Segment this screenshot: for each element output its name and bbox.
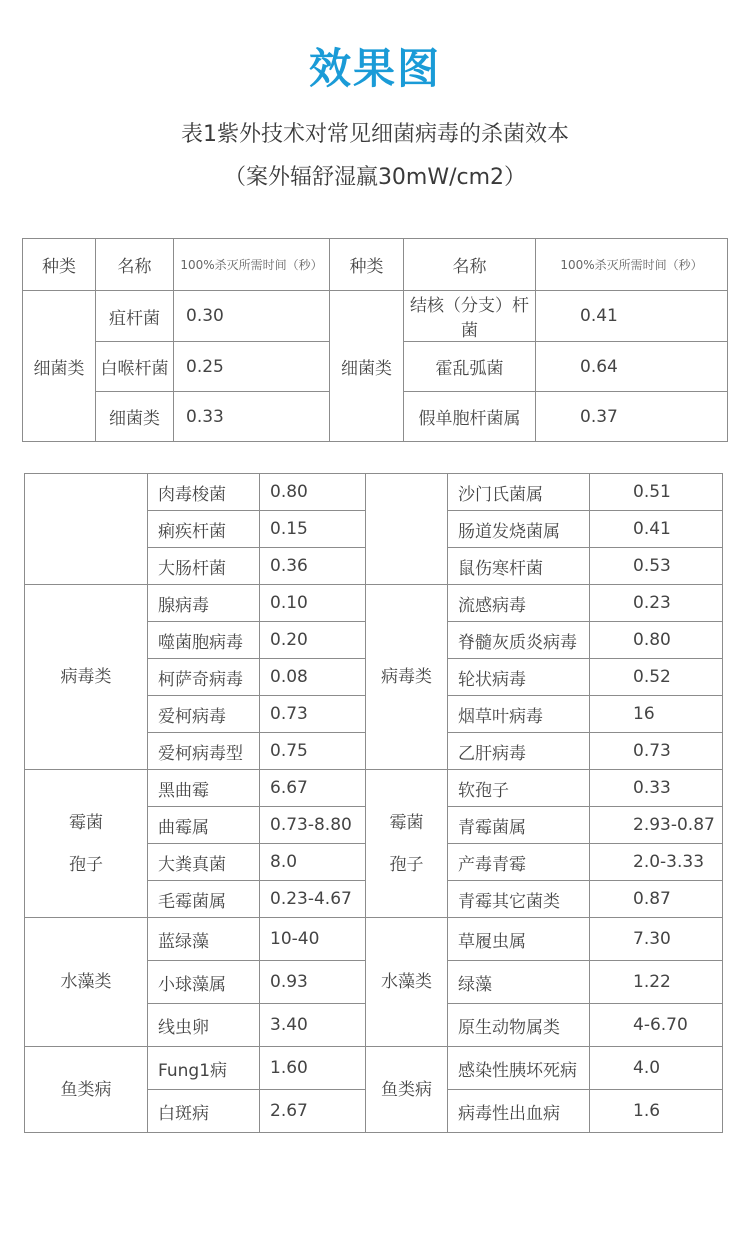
name-cell: 草履虫属 xyxy=(448,918,590,961)
name-cell: 乙肝病毒 xyxy=(448,733,590,770)
name-cell: 沙门氏菌属 xyxy=(448,474,590,511)
value-cell: 1.6 xyxy=(590,1090,723,1133)
category-cell: 水藻类 xyxy=(25,918,148,1047)
name-cell: 青霉菌属 xyxy=(448,807,590,844)
value-cell: 10-40 xyxy=(260,918,366,961)
value-cell: 0.73-8.80 xyxy=(260,807,366,844)
value-cell: 4.0 xyxy=(590,1047,723,1090)
header-cell: 名称 xyxy=(96,239,174,291)
value-cell: 6.67 xyxy=(260,770,366,807)
name-cell: 产毒青霉 xyxy=(448,844,590,881)
header-cell: 100%杀灭所需时间（秒） xyxy=(536,239,728,291)
value-cell: 0.33 xyxy=(590,770,723,807)
value-cell: 1.22 xyxy=(590,961,723,1004)
value-cell: 2.0-3.33 xyxy=(590,844,723,881)
value-cell: 0.33 xyxy=(174,392,330,442)
value-cell: 4-6.70 xyxy=(590,1004,723,1047)
name-cell: 感染性胰坏死病 xyxy=(448,1047,590,1090)
value-cell: 0.80 xyxy=(260,474,366,511)
microorganism-table xyxy=(24,473,723,1133)
category-cell: 水藻类 xyxy=(366,918,448,1047)
value-cell: 0.64 xyxy=(536,342,728,392)
name-cell: 黑曲霉 xyxy=(148,770,260,807)
name-cell: 爱柯病毒 xyxy=(148,696,260,733)
name-cell: 大粪真菌 xyxy=(148,844,260,881)
header-cell: 100%杀灭所需时间（秒） xyxy=(174,239,330,291)
table-row xyxy=(25,770,723,807)
value-cell: 0.15 xyxy=(260,511,366,548)
name-cell: 爱柯病毒型 xyxy=(148,733,260,770)
value-cell: 0.41 xyxy=(536,291,728,342)
table-row xyxy=(25,474,723,511)
name-cell: 霍乱弧菌 xyxy=(404,342,536,392)
name-cell: 线虫卵 xyxy=(148,1004,260,1047)
name-cell: 病毒性出血病 xyxy=(448,1090,590,1133)
value-cell: 0.25 xyxy=(174,342,330,392)
value-cell: 0.75 xyxy=(260,733,366,770)
table-row xyxy=(25,1047,723,1090)
name-cell: 蓝绿藻 xyxy=(148,918,260,961)
name-cell: 白喉杆菌 xyxy=(96,342,174,392)
table-row xyxy=(25,585,723,622)
name-cell: 噬菌胞病毒 xyxy=(148,622,260,659)
value-cell: 0.23-4.67 xyxy=(260,881,366,918)
header-cell: 名称 xyxy=(404,239,536,291)
name-cell: 肠道发烧菌属 xyxy=(448,511,590,548)
value-cell: 0.10 xyxy=(260,585,366,622)
value-cell: 0.30 xyxy=(174,291,330,342)
name-cell: 腺病毒 xyxy=(148,585,260,622)
value-cell: 0.36 xyxy=(260,548,366,585)
header-cell: 种类 xyxy=(330,239,404,291)
value-cell: 0.73 xyxy=(590,733,723,770)
bacteria-table xyxy=(22,238,728,442)
name-cell: 小球藻属 xyxy=(148,961,260,1004)
category-cell: 细菌类 xyxy=(330,291,404,442)
header-cell: 种类 xyxy=(23,239,96,291)
name-cell: 烟草叶病毒 xyxy=(448,696,590,733)
table-caption-line2: （案外辐舒湿羸30mW/cm2） xyxy=(223,165,527,190)
value-cell: 0.20 xyxy=(260,622,366,659)
value-cell: 0.53 xyxy=(590,548,723,585)
value-cell: 0.51 xyxy=(590,474,723,511)
value-cell: 0.08 xyxy=(260,659,366,696)
name-cell: 肉毒梭菌 xyxy=(148,474,260,511)
name-cell: 大肠杆菌 xyxy=(148,548,260,585)
name-cell: 结核（分支）杆菌 xyxy=(404,291,536,342)
value-cell: 0.23 xyxy=(590,585,723,622)
value-cell: 1.60 xyxy=(260,1047,366,1090)
category-cell: 霉菌 孢子 xyxy=(25,770,148,918)
name-cell: 轮状病毒 xyxy=(448,659,590,696)
category-cell: 细菌类 xyxy=(23,291,96,442)
value-cell: 7.30 xyxy=(590,918,723,961)
name-cell: 毛霉菌属 xyxy=(148,881,260,918)
category-cell: 鱼类病 xyxy=(25,1047,148,1133)
value-cell: 0.87 xyxy=(590,881,723,918)
value-cell: 2.93-0.87 xyxy=(590,807,723,844)
table-caption-line1: 表1紫外技术对常见细菌病毒的杀菌效本 xyxy=(181,122,569,147)
name-cell: 白斑病 xyxy=(148,1090,260,1133)
value-cell: 16 xyxy=(590,696,723,733)
value-cell: 0.73 xyxy=(260,696,366,733)
table-row xyxy=(23,291,728,342)
name-cell: 疽杆菌 xyxy=(96,291,174,342)
name-cell: 鼠伤寒杆菌 xyxy=(448,548,590,585)
table-header-row xyxy=(23,239,728,291)
name-cell: 绿藻 xyxy=(448,961,590,1004)
name-cell: 曲霉属 xyxy=(148,807,260,844)
value-cell: 0.52 xyxy=(590,659,723,696)
name-cell: Fung1病 xyxy=(148,1047,260,1090)
category-cell: 鱼类病 xyxy=(366,1047,448,1133)
value-cell: 2.67 xyxy=(260,1090,366,1133)
value-cell: 0.93 xyxy=(260,961,366,1004)
value-cell: 3.40 xyxy=(260,1004,366,1047)
name-cell: 原生动物属类 xyxy=(448,1004,590,1047)
category-cell: 霉菌 孢子 xyxy=(366,770,448,918)
name-cell: 细菌类 xyxy=(96,392,174,442)
name-cell: 假单胞杆菌属 xyxy=(404,392,536,442)
table-row xyxy=(25,918,723,961)
name-cell: 柯萨奇病毒 xyxy=(148,659,260,696)
value-cell: 0.37 xyxy=(536,392,728,442)
category-cell: 病毒类 xyxy=(366,585,448,770)
value-cell: 0.41 xyxy=(590,511,723,548)
value-cell: 8.0 xyxy=(260,844,366,881)
value-cell: 0.80 xyxy=(590,622,723,659)
name-cell: 软孢子 xyxy=(448,770,590,807)
category-cell xyxy=(25,474,148,585)
category-cell: 病毒类 xyxy=(25,585,148,770)
microorganism-table-body xyxy=(25,474,723,1133)
name-cell: 流感病毒 xyxy=(448,585,590,622)
name-cell: 脊髓灰质炎病毒 xyxy=(448,622,590,659)
page-heading: 效果图 xyxy=(308,44,441,93)
name-cell: 痢疾杆菌 xyxy=(148,511,260,548)
name-cell: 青霉其它菌类 xyxy=(448,881,590,918)
category-cell xyxy=(366,474,448,585)
